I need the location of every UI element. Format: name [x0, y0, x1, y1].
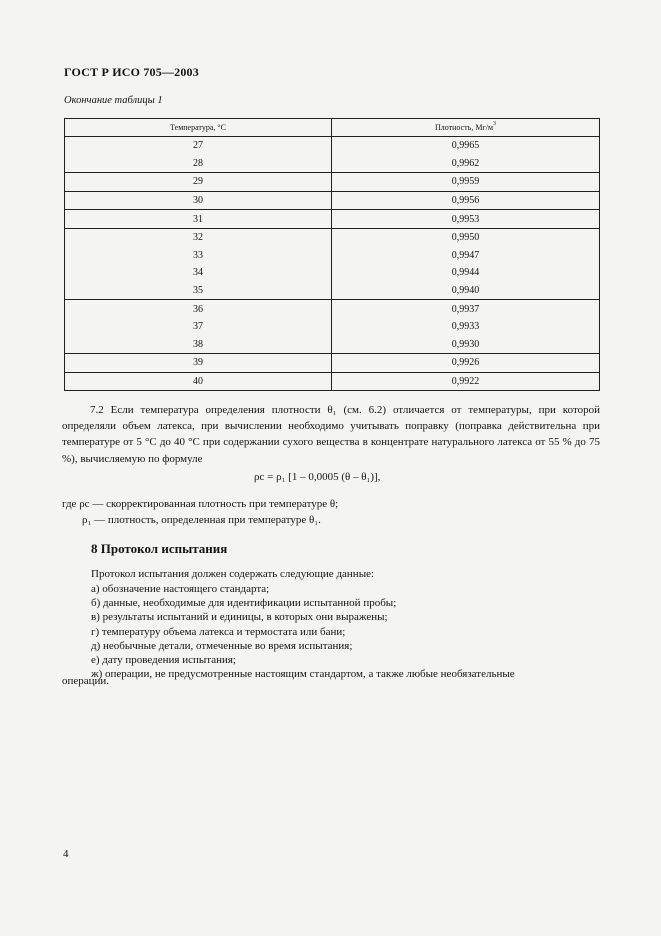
section-8-intro: Протокол испытания должен содержать следующие данные: [91, 568, 375, 580]
table-row [65, 282, 600, 300]
formula-where-2: ρ₁ — плотность, определенная при температуре θ₁. [82, 514, 321, 526]
temperature-cell: 30 [65, 191, 332, 210]
correction-formula: ρс = ρ₁ [1 – 0,0005 (θ – θ₁)], [254, 471, 381, 483]
density-cell: 0,9965 [332, 137, 600, 155]
table-row [65, 191, 600, 210]
density-cell: 0,9937 [332, 300, 600, 318]
table-row [65, 137, 600, 155]
table-row [65, 155, 600, 173]
density-cell: 0,9956 [332, 191, 600, 210]
density-table [64, 118, 600, 391]
table-row [65, 318, 600, 336]
report-items-list [0, 582, 600, 681]
table-row [65, 210, 600, 229]
density-cell: 0,9944 [332, 264, 600, 282]
table-row [65, 300, 600, 318]
formula-where-1: где ρс — скорректированная плотность при температуре θ; [62, 498, 339, 510]
density-cell: 0,9930 [332, 336, 600, 354]
density-cell: 0,9926 [332, 354, 600, 373]
density-cell: 0,9947 [332, 247, 600, 265]
density-cell: 0,9933 [332, 318, 600, 336]
list-item: е) дату проведения испытания; [91, 654, 236, 667]
list-item: г) температуру объема латекса и термостата или бани; [91, 625, 346, 638]
temperature-cell: 36 [65, 300, 332, 318]
density-cell: 0,9953 [332, 210, 600, 229]
density-cell: 0,9940 [332, 282, 600, 300]
temperature-cell: 32 [65, 228, 332, 246]
table-caption: Окончание таблицы 1 [64, 95, 163, 106]
list-item-continuation: операции. [62, 675, 110, 687]
section-8-title: 8 Протокол испытания [91, 541, 228, 556]
temperature-cell: 28 [65, 155, 332, 173]
table-header-row [65, 119, 600, 137]
table-row [65, 354, 600, 373]
temperature-cell: 34 [65, 264, 332, 282]
temperature-cell: 39 [65, 354, 332, 373]
list-item: в) результаты испытаний и единицы, в которых они выражены; [91, 611, 388, 624]
temperature-cell: 33 [65, 247, 332, 265]
table-row [65, 264, 600, 282]
table-row [65, 372, 600, 391]
table-row [65, 228, 600, 246]
temperature-cell: 29 [65, 173, 332, 192]
temperature-cell: 35 [65, 282, 332, 300]
density-cell: 0,9922 [332, 372, 600, 391]
table-row [65, 247, 600, 265]
paragraph-7-2: 7.2 Если температура определения плотности θ₁ (см. 6.2) отличается от температуры, при которой определяли объем латекса, при вычислении необходимо учитывать поправку (поправка действительна при температуре от 5 °С до 40 °С при содержании сухого вещества в концентрате натурального латекса от 55 % до 75 %), вычисляемую по формуле [62, 404, 600, 465]
col-density-header: Плотность, $Мг/м^3$ [332, 119, 600, 137]
density-cell: 0,9959 [332, 173, 600, 192]
list-item: д) необычные детали, отмеченные во время испытания; [91, 639, 353, 652]
temperature-cell: 27 [65, 137, 332, 155]
temperature-cell: 31 [65, 210, 332, 229]
table-row [65, 336, 600, 354]
density-cell: 0,9962 [332, 155, 600, 173]
density-cell: 0,9950 [332, 228, 600, 246]
temperature-cell: 40 [65, 372, 332, 391]
standard-header: ГОСТ Р ИСО 705—2003 [64, 65, 199, 79]
list-item: а) обозначение настоящего стандарта; [91, 583, 270, 595]
list-item: б) данные, необходимые для идентификации испытанной пробы; [91, 597, 397, 610]
temperature-cell: 38 [65, 336, 332, 354]
page-number: 4 [63, 848, 69, 860]
table-row [65, 173, 600, 192]
temperature-cell: 37 [65, 318, 332, 336]
list-item: ж) операции, не предусмотренные настоящим стандартом, а также любые необязательные [91, 668, 515, 681]
col-temperature-header: Температура, °С [65, 119, 332, 137]
